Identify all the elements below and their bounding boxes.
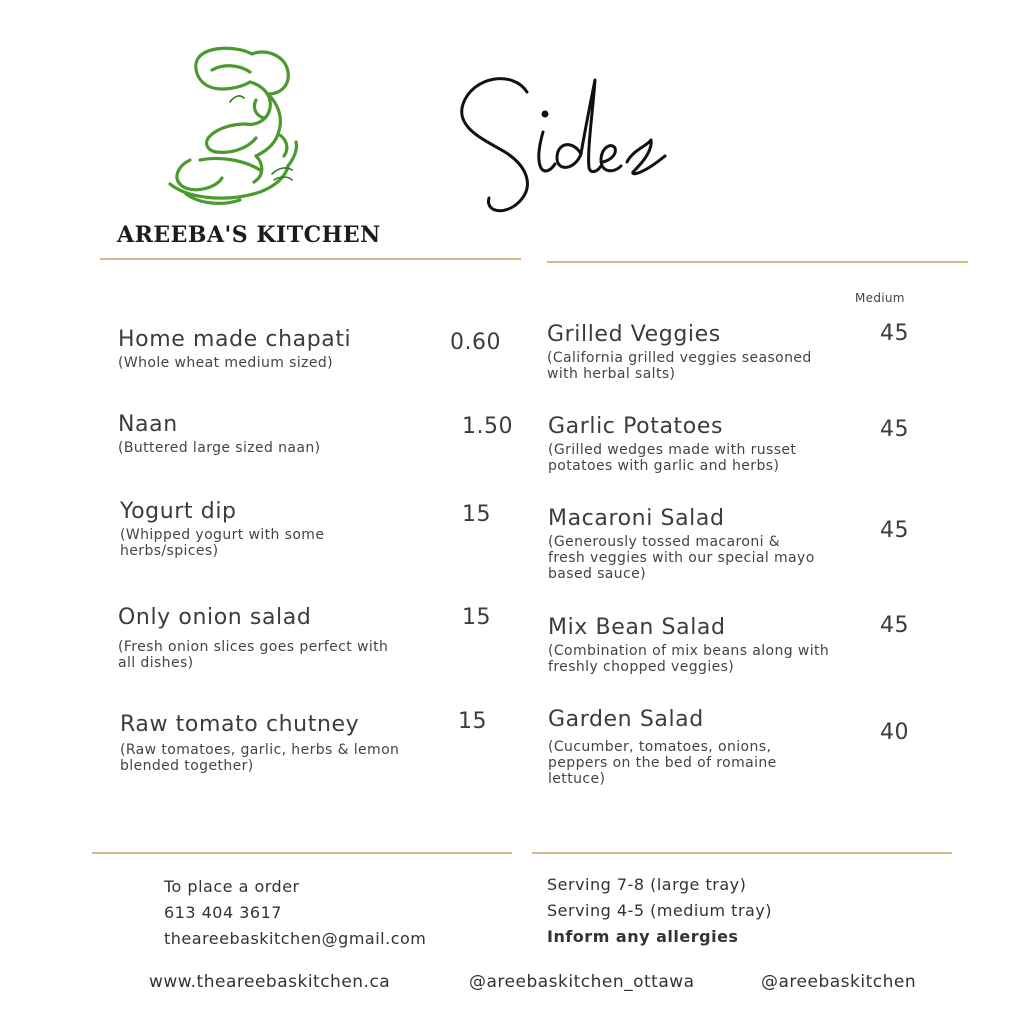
chef-logo-icon bbox=[160, 42, 310, 210]
menu-item bbox=[120, 712, 410, 774]
item-name: Macaroni Salad bbox=[548, 506, 725, 531]
item-description: (Raw tomatoes, garlic, herbs & lemon blended together) bbox=[120, 742, 400, 774]
item-name: Home made chapati bbox=[118, 327, 352, 352]
size-column-header: Medium bbox=[855, 291, 905, 305]
menu-item bbox=[118, 605, 408, 671]
header-divider-left bbox=[100, 258, 521, 260]
menu-item bbox=[548, 615, 838, 675]
allergy-note: Inform any allergies bbox=[547, 927, 739, 946]
item-price: 45 bbox=[880, 417, 909, 442]
item-description: (Whipped yogurt with some herbs/spices) bbox=[120, 527, 325, 559]
header-divider-right bbox=[547, 261, 968, 263]
item-price: 40 bbox=[880, 720, 909, 745]
item-price: 1.50 bbox=[462, 414, 513, 439]
social-handle: @areebaskitchen bbox=[761, 972, 917, 992]
serving-medium: Serving 4-5 (medium tray) bbox=[547, 901, 773, 920]
item-name: Raw tomato chutney bbox=[120, 712, 360, 737]
menu-item bbox=[548, 707, 818, 787]
item-description: (California grilled veggies seasoned with herbal salts) bbox=[547, 350, 812, 382]
serving-info bbox=[547, 872, 772, 950]
item-name: Mix Bean Salad bbox=[548, 615, 726, 640]
phone-number: 613 404 3617 bbox=[164, 903, 282, 922]
item-description: (Combination of mix beans along with freshly chopped veggies) bbox=[548, 643, 830, 675]
item-price: 15 bbox=[462, 502, 491, 527]
website-link: www.theareebaskitchen.ca bbox=[149, 972, 391, 992]
menu-item bbox=[118, 412, 418, 456]
item-price: 15 bbox=[458, 709, 487, 734]
item-name: Yogurt dip bbox=[120, 499, 237, 524]
email-address: theareebaskitchen@gmail.com bbox=[164, 929, 427, 948]
item-name: Grilled Veggies bbox=[547, 322, 721, 347]
item-price: 45 bbox=[880, 321, 909, 346]
brand-name: AREEBA'S KITCHEN bbox=[117, 222, 381, 248]
item-price: 45 bbox=[880, 518, 909, 543]
item-price: 45 bbox=[880, 613, 909, 638]
item-description: (Cucumber, tomatoes, onions, peppers on the bed of romaine lettuce) bbox=[548, 739, 777, 787]
item-name: Only onion salad bbox=[118, 605, 312, 630]
menu-item bbox=[118, 327, 418, 371]
item-price: 15 bbox=[462, 605, 491, 630]
page-title bbox=[455, 70, 675, 220]
item-name: Garlic Potatoes bbox=[548, 414, 724, 439]
menu-item bbox=[547, 322, 847, 382]
menu-item bbox=[120, 499, 380, 559]
footer-divider-right bbox=[532, 852, 952, 854]
item-price: 0.60 bbox=[450, 330, 501, 355]
order-contact bbox=[164, 874, 426, 952]
order-heading: To place a order bbox=[164, 877, 300, 896]
item-name: Garden Salad bbox=[548, 707, 704, 732]
serving-large: Serving 7-8 (large tray) bbox=[547, 875, 747, 894]
item-description: (Fresh onion slices goes perfect with all dishes) bbox=[118, 639, 389, 671]
footer-divider-left bbox=[92, 852, 512, 854]
item-description: (Grilled wedges made with russet potatoes with garlic and herbs) bbox=[548, 442, 797, 474]
menu-item bbox=[548, 414, 838, 474]
item-description: (Buttered large sized naan) bbox=[118, 440, 321, 456]
menu-item bbox=[548, 506, 818, 582]
item-description: (Generously tossed macaroni & fresh veggies with our special mayo based sauce) bbox=[548, 534, 815, 582]
instagram-handle: @areebaskitchen_ottawa bbox=[469, 972, 695, 992]
item-description: (Whole wheat medium sized) bbox=[118, 355, 334, 371]
item-name: Naan bbox=[118, 412, 178, 437]
